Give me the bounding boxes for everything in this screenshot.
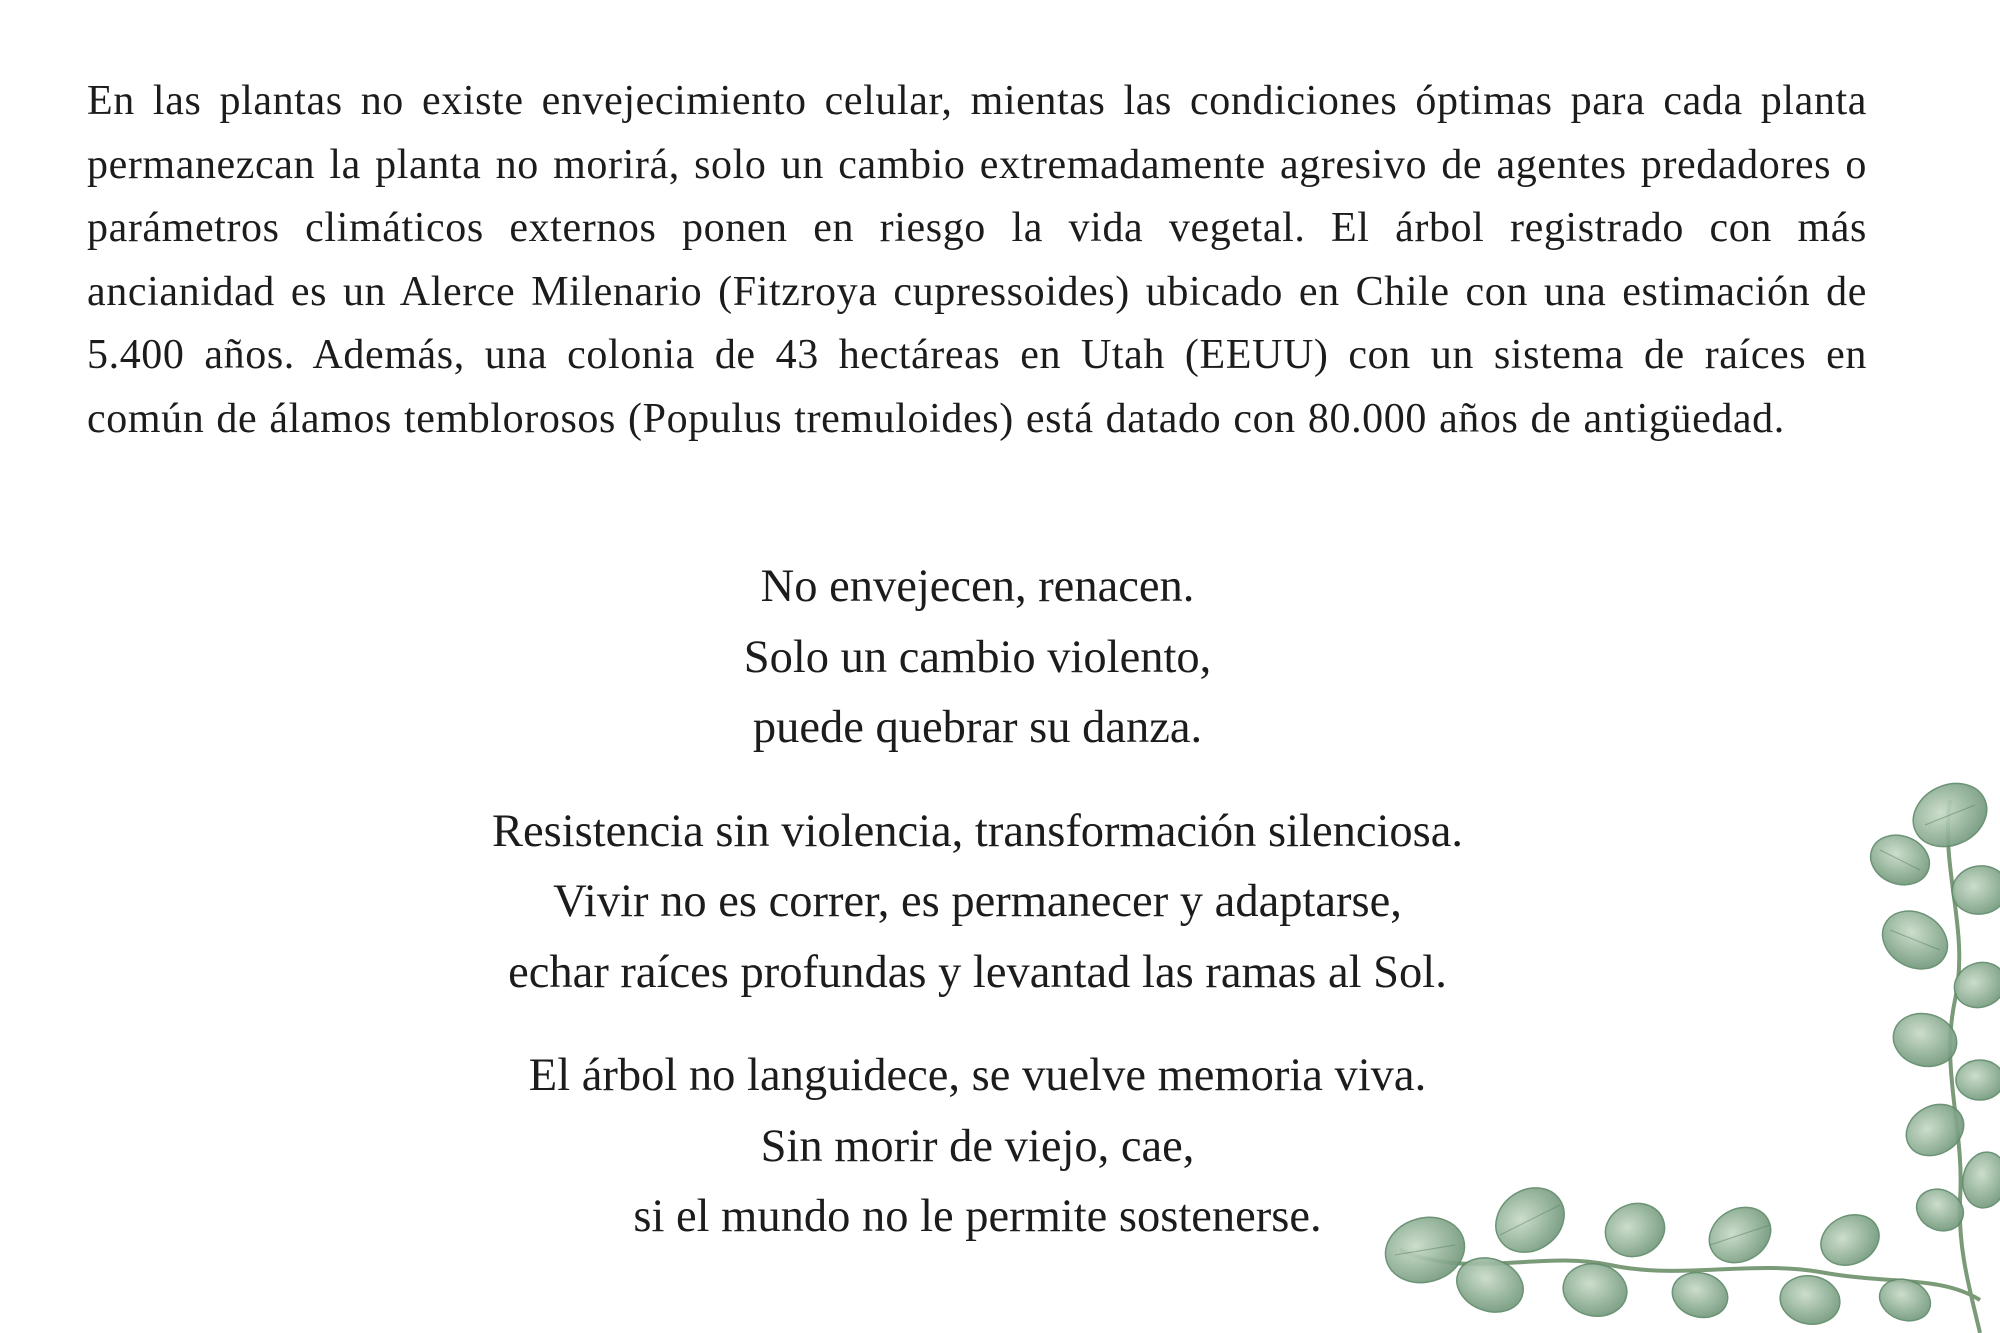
poem-line: No envejecen, renacen. [760,561,1195,612]
eucalyptus-branch-icon [1380,780,2000,1333]
poem-line: echar raíces profundas y levantad las ramas al Sol. [508,946,1447,998]
poem-line: Sin morir de viejo, cae, [760,1120,1195,1172]
poem-stanza-1 [0,552,1955,764]
poem-line: si el mundo no le permite sostenerse. [633,1191,1322,1242]
poem-line: Vivir no es correr, es permanecer y adaptarse, [553,876,1402,927]
intro-paragraph: En las plantas no existe envejecimiento celular, mientas las condiciones óptimas para cada planta permanezcan la planta no morirá, solo un cambio extremadamente agresivo de agentes predadores o parámetros climáticos externos ponen en riesgo la vida vegetal. El árbol registrado con más ancianidad es un Alerce Milenario (Fitzroya cupressoides) ubicado en Chile con una estimación de 5.400 años. Además, una colonia de 43 hectáreas en Utah (EEUU) con un sistema de raíces en común de álamos temblorosos (Populus tremuloides) está datado con 80.000 años de antigüedad. [87,78,1867,442]
poem-line: Resistencia sin violencia, transformación silenciosa. [491,805,1464,857]
poem-line: puede quebrar su danza. [752,702,1203,753]
poem-line: Solo un cambio violento, [743,631,1212,683]
poem-line: El árbol no languidece, se vuelve memoria viva. [528,1050,1427,1101]
